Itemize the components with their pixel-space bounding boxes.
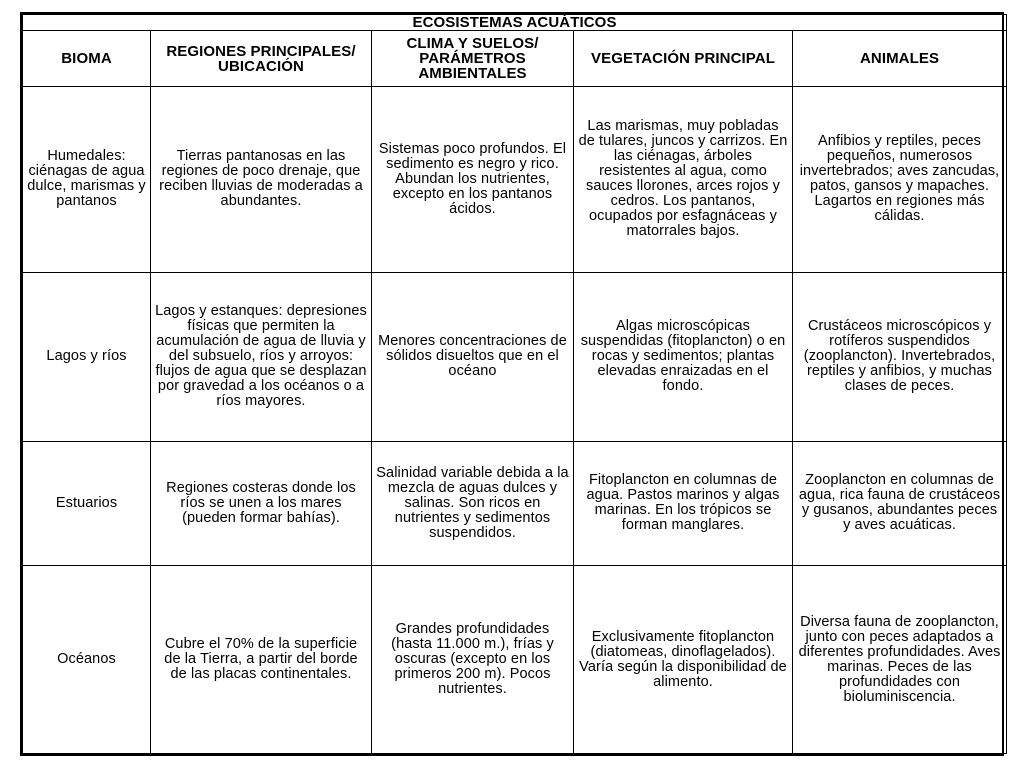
table-row <box>23 87 1007 273</box>
header-bioma: BIOMA <box>23 31 151 87</box>
table-row <box>23 441 1007 565</box>
header-regiones: REGIONES PRINCIPALES/ UBICACIÓN <box>151 31 372 87</box>
cell-clima: Menores concentraciones de sólidos disueltos que en el océano <box>372 272 574 441</box>
header-clima: CLIMA Y SUELOS/ PARÁMETROS AMBIENTALES <box>372 31 574 87</box>
cell-animales: Anfibios y reptiles, peces pequeños, numerosos invertebrados; aves zancudas, patos, gansos y mapaches. Lagartos en regiones más cálidas. <box>793 87 1007 273</box>
cell-animales: Zooplancton en columnas de agua, rica fauna de crustáceos y gusanos, abundantes peces y aves acuáticas. <box>793 441 1007 565</box>
cell-regiones: Cubre el 70% de la superficie de la Tierra, a partir del borde de las placas continentales. <box>151 566 372 754</box>
cell-regiones: Tierras pantanosas en las regiones de poco drenaje, que reciben lluvias de moderadas a abundantes. <box>151 87 372 273</box>
cell-clima: Salinidad variable debida a la mezcla de aguas dulces y salinas. Son ricos en nutrientes y sedimentos suspendidos. <box>372 441 574 565</box>
header-animales: ANIMALES <box>793 31 1007 87</box>
cell-vegetacion: Fitoplancton en columnas de agua. Pastos marinos y algas marinas. En los trópicos se forman manglares. <box>574 441 793 565</box>
cell-clima: Grandes profundidades (hasta 11.000 m.), frías y oscuras (excepto en los primeros 200 m). Pocos nutrientes. <box>372 566 574 754</box>
header-vegetacion: VEGETACIÓN PRINCIPAL <box>574 31 793 87</box>
ecosystems-table <box>22 14 1007 754</box>
ecosystems-table-container <box>20 12 1004 756</box>
cell-animales: Diversa fauna de zooplancton, junto con peces adaptados a diferentes profundidades. Aves marinas. Peces de las profundidades con bioluminiscencia. <box>793 566 1007 754</box>
cell-bioma: Océanos <box>23 566 151 754</box>
cell-bioma: Humedales: ciénagas de agua dulce, marismas y pantanos <box>23 87 151 273</box>
table-row <box>23 566 1007 754</box>
cell-bioma: Estuarios <box>23 441 151 565</box>
cell-vegetacion: Algas microscópicas suspendidas (fitoplancton) o en rocas y sedimentos; plantas elevadas enraizadas en el fondo. <box>574 272 793 441</box>
table-title: ECOSISTEMAS ACUÁTICOS <box>23 15 1007 31</box>
cell-clima: Sistemas poco profundos. El sedimento es negro y rico. Abundan los nutrientes, excepto en los pantanos ácidos. <box>372 87 574 273</box>
cell-bioma: Lagos y ríos <box>23 272 151 441</box>
cell-vegetacion: Exclusivamente fitoplancton (diatomeas, dinoflagelados). Varía según la disponibilidad de alimento. <box>574 566 793 754</box>
table-row <box>23 272 1007 441</box>
cell-regiones: Regiones costeras donde los ríos se unen a los mares (pueden formar bahías). <box>151 441 372 565</box>
cell-animales: Crustáceos microscópicos y rotíferos suspendidos (zooplancton). Invertebrados, reptiles y anfibios, y muchas clases de peces. <box>793 272 1007 441</box>
cell-regiones: Lagos y estanques: depresiones físicas que permiten la acumulación de agua de lluvia y del subsuelo, ríos y arroyos: flujos de agua que se desplazan por gravedad a los océanos o a ríos mayores. <box>151 272 372 441</box>
cell-vegetacion: Las marismas, muy pobladas de tulares, juncos y carrizos. En las ciénagas, árboles resistentes al agua, como sauces llorones, arces rojos y cedros. Los pantanos, ocupados por esfagnáceas y matorrales bajos. <box>574 87 793 273</box>
